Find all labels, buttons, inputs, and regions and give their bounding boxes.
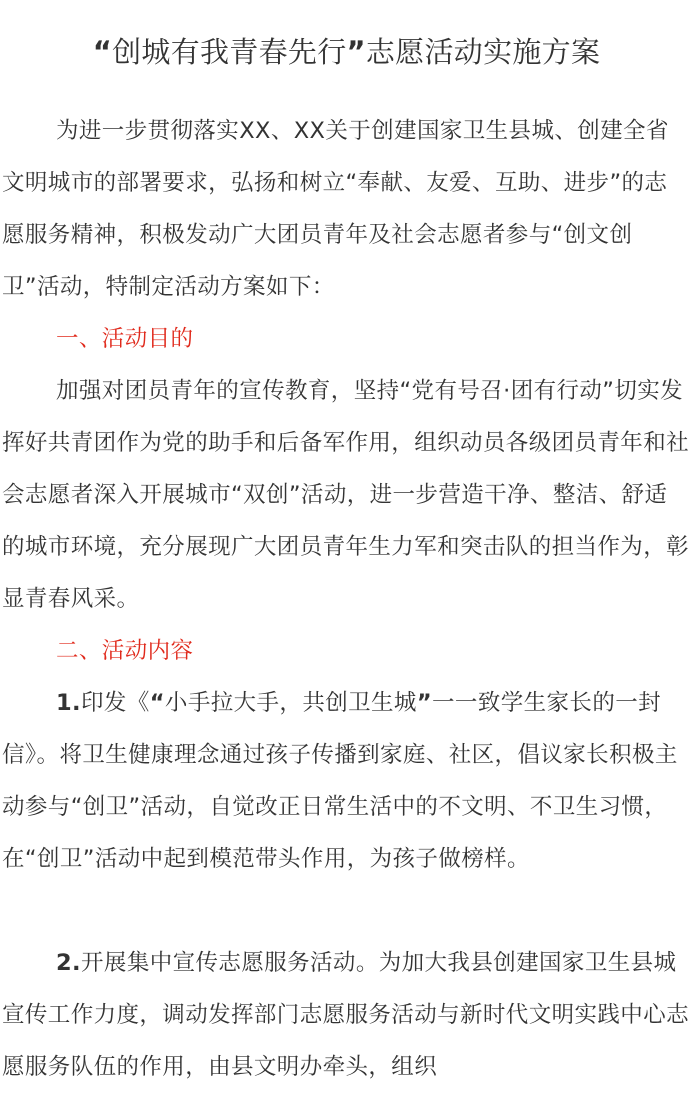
item1-text-b: 小手拉大手，共创卫生城 bbox=[164, 690, 417, 716]
item1-quote-open: “ bbox=[149, 690, 165, 716]
item1-number: 1. bbox=[56, 690, 82, 716]
item2-text: 开展集中宣传志愿服务活动。为加大我县创建国家卫生县城宣传工作力度，调动发挥部门志愿服务活动与新时代文明实践中心志愿服务队伍的作用，由县文明办牵头，组织 bbox=[2, 950, 690, 1080]
item1-quote-close: ” bbox=[416, 690, 433, 716]
document-title bbox=[0, 26, 693, 78]
title-open-quote: “ bbox=[92, 35, 113, 69]
item1-text-a: 印发《 bbox=[81, 690, 150, 716]
item1-paragraph bbox=[2, 677, 690, 885]
intro-paragraph: 为进一步贯彻落实XX、XX关于创建国家卫生县城、创建全省文明城市的部署要求，弘扬和树立“奉献、友爱、互助、进步”的志愿服务精神，积极发动广大团员青年及社会志愿者参与“创文创卫”活动，特制定活动方案如下： bbox=[2, 118, 669, 300]
item2-paragraph bbox=[2, 937, 690, 1093]
title-suffix: 志愿活动实施方案 bbox=[365, 35, 601, 69]
title-close-quote: ” bbox=[346, 35, 366, 69]
item2-number: 2. bbox=[56, 950, 82, 976]
section2-heading: 二、活动内容 bbox=[56, 638, 194, 664]
item1-text-c: 一一致学生家长的一封信》。将卫生健康理念通过孩子传播到家庭、社区，倡议家长积极主动参与“创卫”活动，自觉改正日常生活中的不文明、不卫生习惯，在“创卫”活动中起到模范带头作用，为孩子做榜样。 bbox=[2, 690, 678, 872]
section1-paragraph: 加强对团员青年的宣传教育，坚持“党有号召·团有行动”切实发挥好共青团作为党的助手和后备军作用，组织动员各级团员青年和社会志愿者深入开展城市“双创”活动，进一步营造干净、整洁、舒适的城市环境，充分展现广大团员青年生力军和突击队的担当作为，彰显青春风采。 bbox=[2, 378, 690, 612]
section1-heading: 一、活动目的 bbox=[56, 326, 194, 352]
title-main: 创城有我青春先行 bbox=[112, 35, 347, 69]
